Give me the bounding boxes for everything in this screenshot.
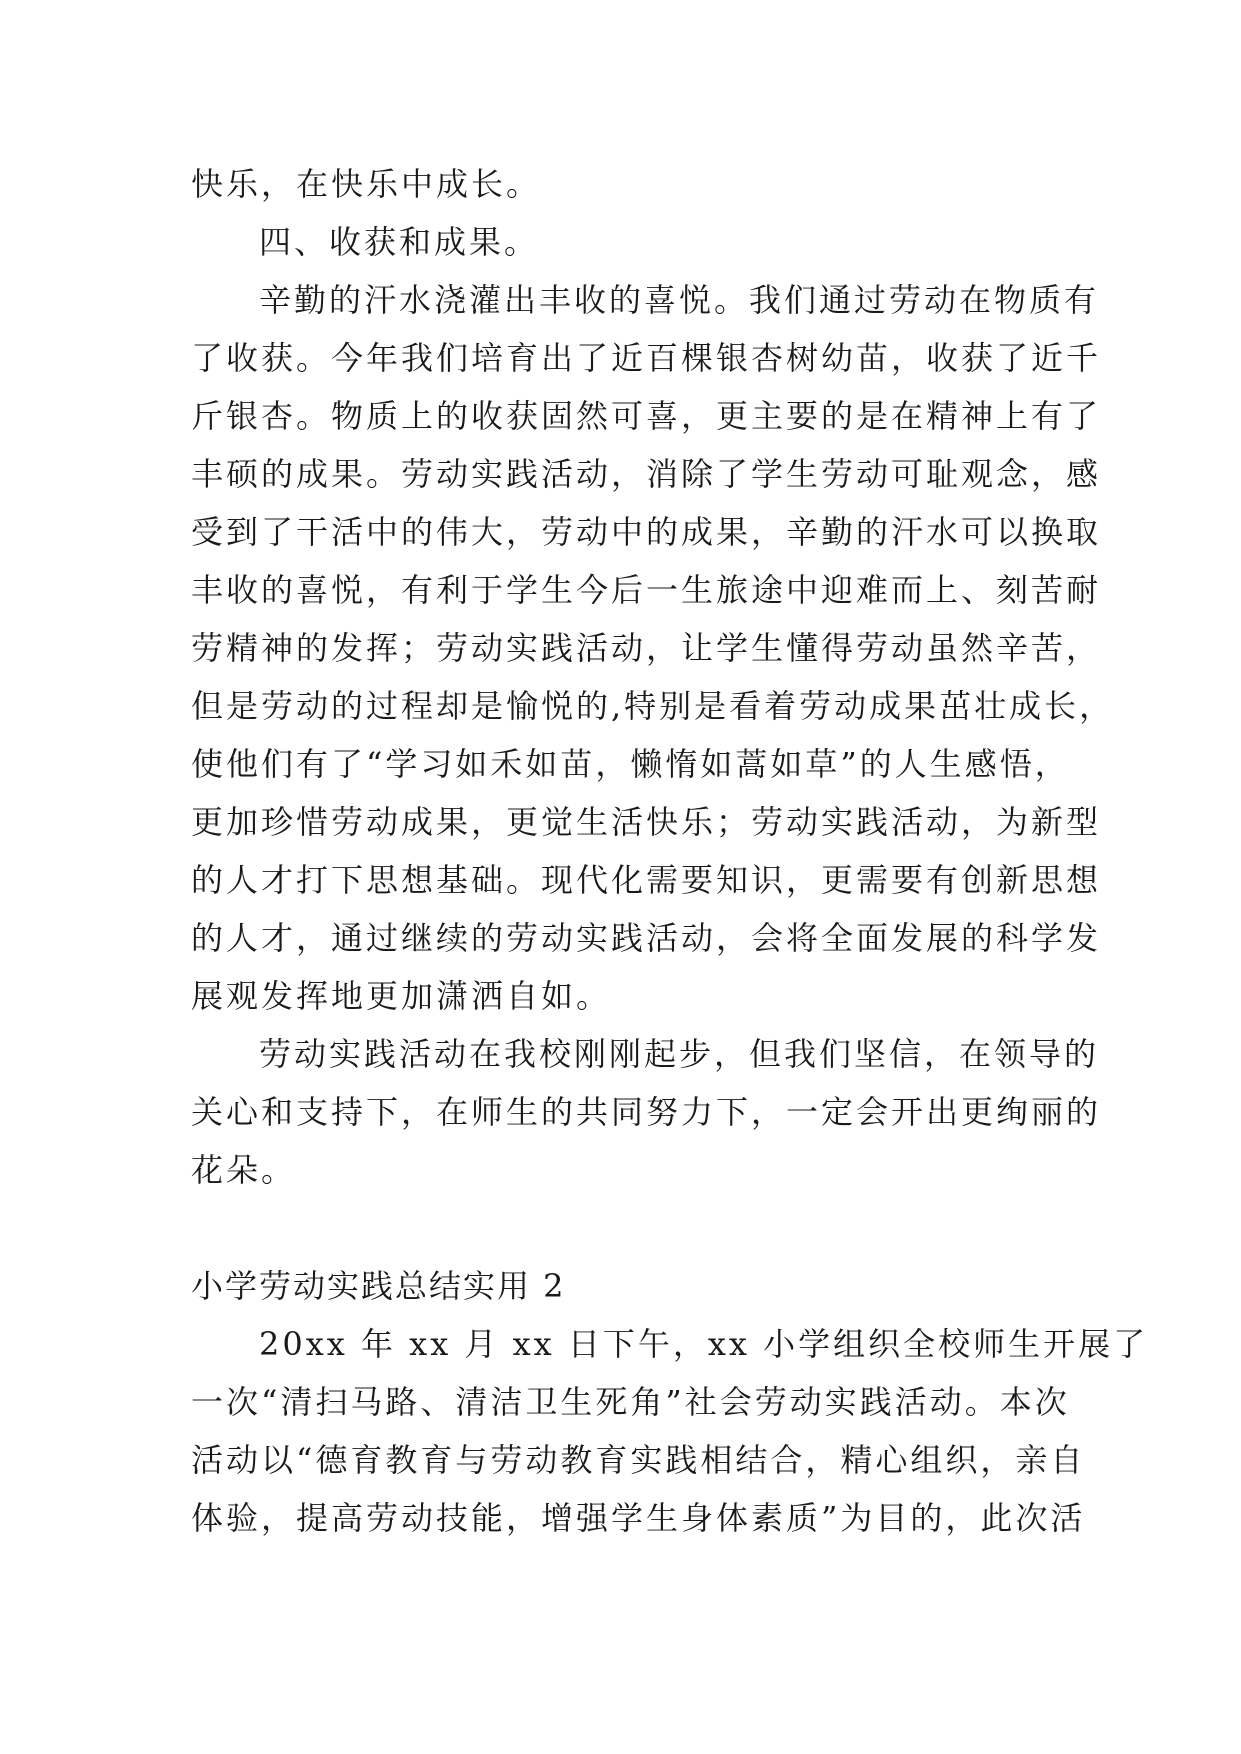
text-line: 的人才打下思想基础。现代化需要知识，更需要有创新思想 — [191, 861, 1102, 899]
text-line: 辛勤的汗水浇灌出丰收的喜悦。我们通过劳动在物质有 — [259, 281, 1100, 319]
text-line: 体验，提高劳动技能，增强学生身体素质”为目的，此次活 — [191, 1499, 1086, 1537]
paragraph-harvest — [191, 271, 1115, 1025]
text-line: 丰收的喜悦，有利于学生今后一生旅途中迎难而上、刻苦耐 — [191, 571, 1102, 609]
text-line: 了收获。今年我们培育出了近百棵银杏树幼苗，收获了近千 — [191, 339, 1102, 377]
text-line: 更加珍惜劳动成果，更觉生活快乐；劳动实践活动，为新型 — [191, 803, 1102, 841]
section-heading: 四、收获和成果。 — [259, 223, 540, 261]
paragraph-conclusion — [191, 1025, 1102, 1199]
text-line: 劳动实践活动在我校刚刚起步，但我们坚信，在领导的 — [259, 1035, 1100, 1073]
text-line: 展观发挥地更加潇洒自如。 — [191, 977, 612, 1015]
text-line: 活动以“德育教育与劳动教育实践相结合，精心组织，亲自 — [191, 1441, 1086, 1479]
text-line: 使他们有了“学习如禾如苗，懒惰如蒿如草”的人生感悟， — [191, 745, 1070, 783]
document-page — [191, 155, 1149, 1547]
section-title: 小学劳动实践总结实用 2 — [191, 1267, 566, 1305]
text-line: 关心和支持下，在师生的共同努力下，一定会开出更绚丽的 — [191, 1093, 1102, 1131]
text-line: 但是劳动的过程却是愉悦的,特别是看着劳动成果茁壮成长， — [191, 687, 1115, 725]
paragraph-activity — [191, 1315, 1149, 1547]
text-line: 丰硕的成果。劳动实践活动，消除了学生劳动可耻观念，感 — [191, 455, 1102, 493]
text-line: 一次“清扫马路、清洁卫生死角”社会劳动实践活动。本次 — [191, 1383, 1070, 1421]
text-line: 20xx 年 xx 月 xx 日下午，xx 小学组织全校师生开展了 — [259, 1325, 1149, 1363]
text-line: 劳精神的发挥；劳动实践活动，让学生懂得劳动虽然辛苦， — [191, 629, 1102, 667]
text-line: 斤银杏。物质上的收获固然可喜，更主要的是在精神上有了 — [191, 397, 1102, 435]
text-line: 快乐，在快乐中成长。 — [191, 165, 542, 203]
text-line: 受到了干活中的伟大，劳动中的成果，辛勤的汗水可以换取 — [191, 513, 1102, 551]
text-line: 花朵。 — [191, 1151, 297, 1189]
text-line: 的人才，通过继续的劳动实践活动，会将全面发展的科学发 — [191, 919, 1102, 957]
